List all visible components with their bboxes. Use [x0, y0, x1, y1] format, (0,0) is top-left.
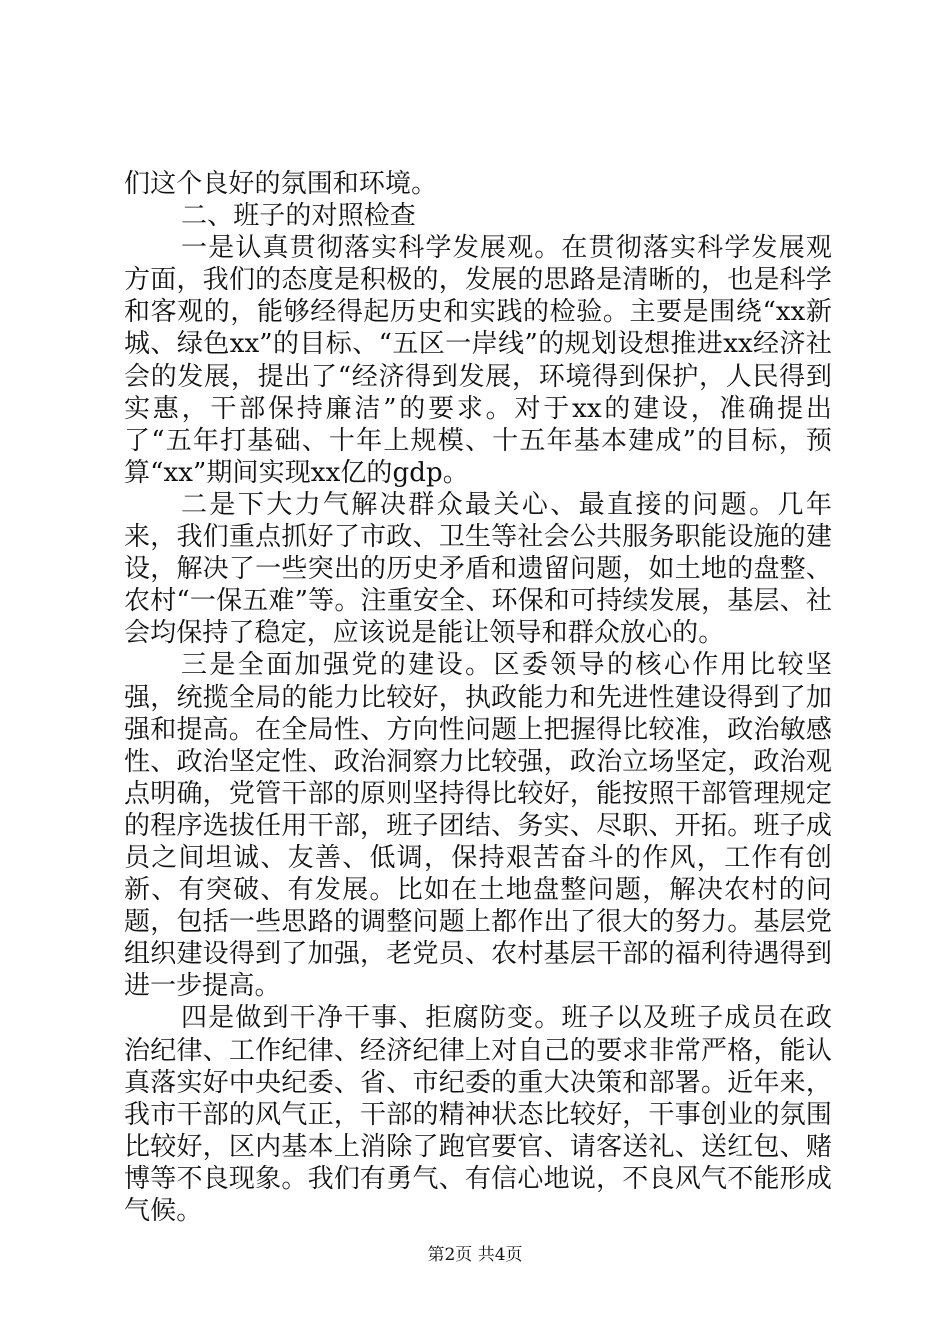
section-heading: 二、班子的对照检查: [181, 201, 416, 232]
paragraph-party-building: 三是全面加强党的建设。区委领导的核心作用比较坚强，统揽全局的能力比较好，执政能力和先进性建设得到了加强和提高。在全局性、方向性问题上把握得比较准，政治敏感性、政治坚定性、政治洞察力比较强，政治立场坚定，政治观点明确，党管干部的原则坚持得比较好，能按照干部管理规定的程序选拔任用干部，班子团结、务实、尽职、开拓。班子成员之间坦诚、友善、低调，保持艰苦奋斗的作风，工作有创新、有突破、有发展。比如在土地盘整问题，解决农村的问题，包括一些思路的调整问题上都作出了很大的努力。基层党组织建设得到了加强，老党员、农村基层干部的福利待遇得到进一步提高。: [124, 650, 832, 1002]
page-footer: 第2页 共4页: [427, 1245, 523, 1265]
paragraph-anti-corruption: 四是做到干净干事、拒腐防变。班子以及班子成员在政治纪律、工作纪律、经济纪律上对自己的要求非常严格，能认真落实好中央纪委、省、市纪委的重大决策和部署。近年来，我市干部的风气正，干部的精神状态比较好，干事创业的氛围比较好，区内基本上消除了跑官要官、请客送礼、送红包、赌博等不良现象。我们有勇气、有信心地说，不良风气不能形成气候。: [124, 1003, 832, 1226]
paragraph-continuation: 们这个良好的氛围和环境。: [124, 169, 438, 199]
document-body: [124, 168, 832, 1227]
paragraph-development-outlook: 一是认真贯彻落实科学发展观。在贯彻落实科学发展观方面，我们的态度是积极的，发展的思路是清晰的，也是科学和客观的，能够经得起历史和实践的检验。主要是围绕“xx新城、绿色xx”的目标、“五区一岸线”的规划设想推进xx经济社会的发展，提出了“经济得到发展，环境得到保护，人民得到实惠，干部保持廉洁”的要求。对于xx的建设，准确提出了“五年打基础、十年上规模、十五年基本建成”的目标，预算“xx”期间实现xx亿的gdp。: [124, 233, 832, 488]
paragraph-public-concerns: 二是下大力气解决群众最关心、最直接的问题。几年来，我们重点抓好了市政、卫生等社会公共服务职能设施的建设，解决了一些突出的历史矛盾和遗留问题，如土地的盘整、农村“一保五难”等。注重安全、环保和可持续发展，基层、社会均保持了稳定，应该说是能让领导和群众放心的。: [124, 489, 832, 649]
